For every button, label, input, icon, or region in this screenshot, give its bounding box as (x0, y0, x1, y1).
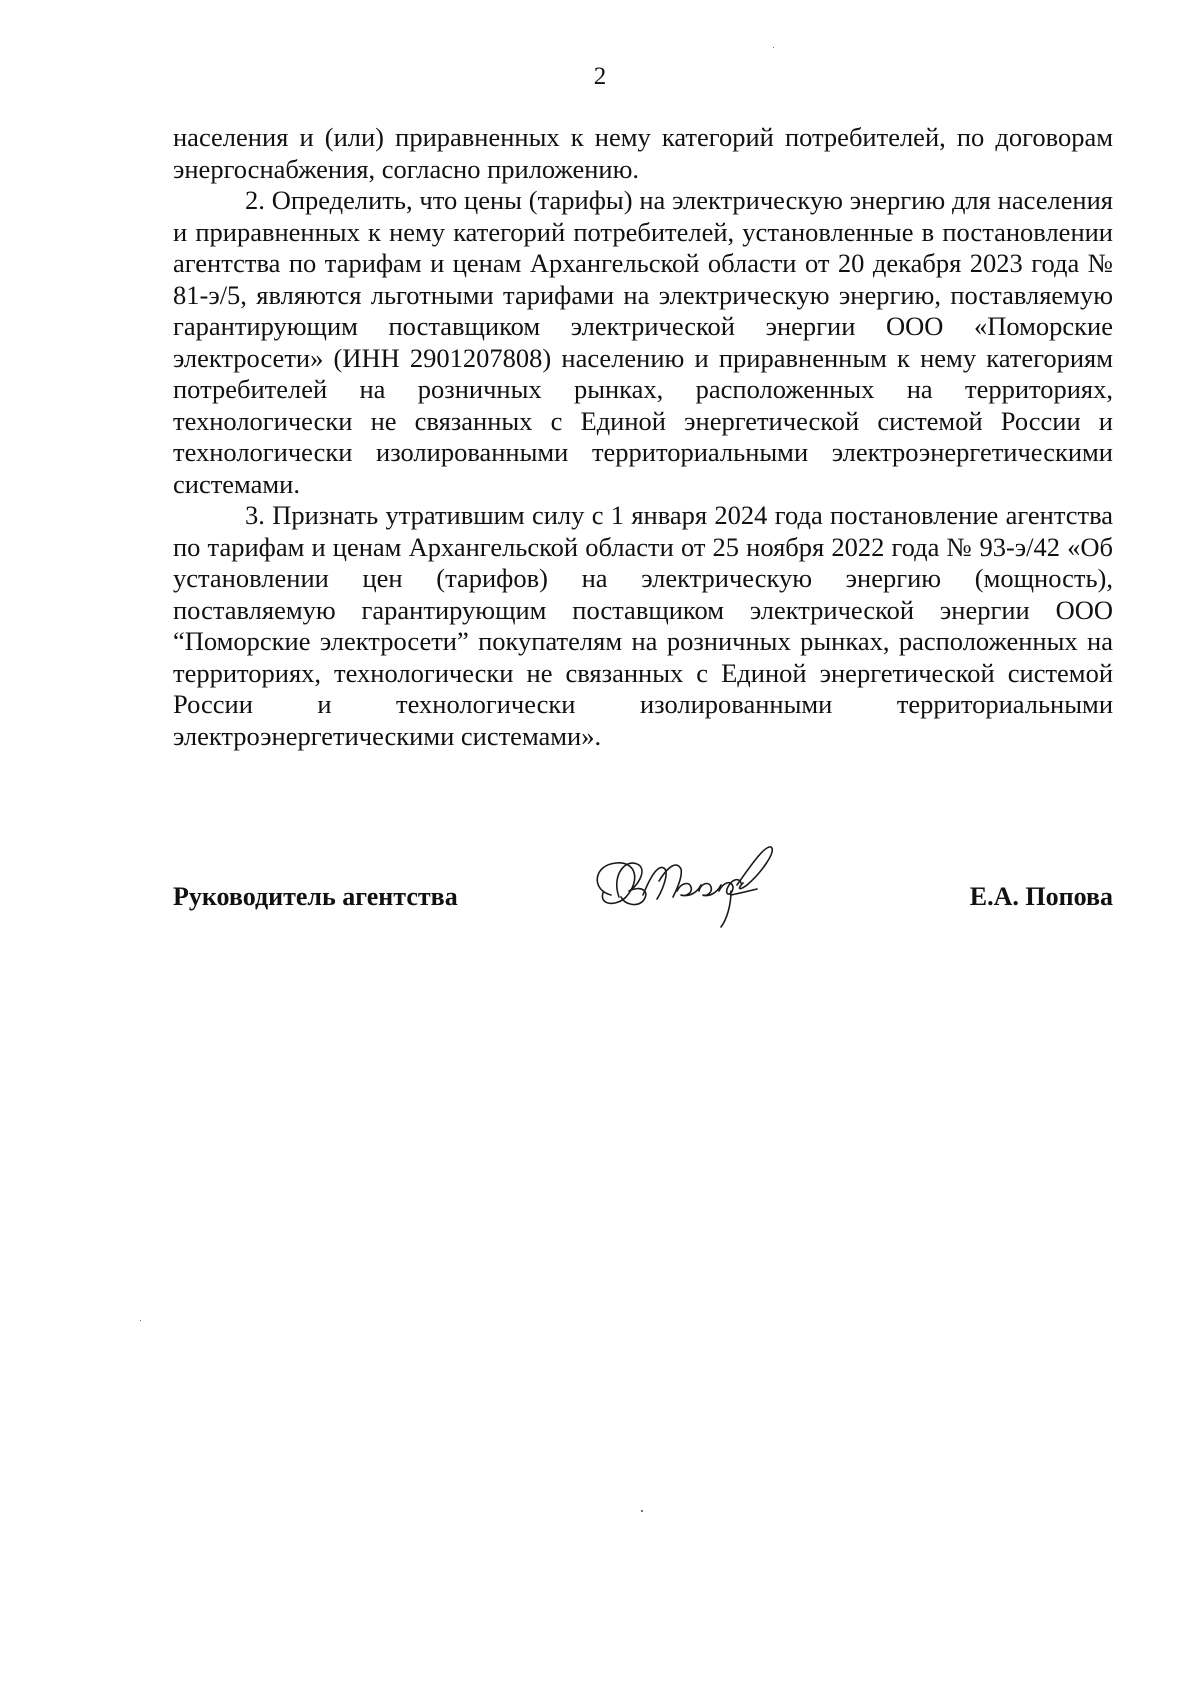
paragraph-continuation: населения и (или) приравненных к нему категорий потребителей, по договорам энергоснабжения, согласно приложению. (173, 122, 1113, 184)
paragraph-item-3: 3. Признать утратившим силу с 1 января 2024 года постановление агентства по тарифам и ценам Архангельской области от 25 ноября 2022 года № 93-э/42 «Об установлении цен (тарифов) на электрическую энергию (мощность), поставляемую гарантирующим поставщиком электрической энергии ООО “Поморские электросети” покупателям на розничных рынках, расположенных на территориях, технологически не связанных с Единой энергетической системой России и технологически изолированными территориальными электроэнергетическими системами». (173, 500, 1113, 751)
signature-block (173, 835, 1113, 915)
scan-speck (140, 1320, 141, 1321)
scan-speck (641, 1510, 643, 1512)
signatory-name: Е.А. Попова (969, 882, 1113, 911)
handwritten-signature (581, 835, 781, 935)
scan-speck (773, 47, 774, 48)
paragraph-item-2: 2. Определить, что цены (тарифы) на электрическую энергию для населения и приравненных к нему категорий потребителей, установленные в постановлении агентства по тарифам и ценам Архангельской области от 20 декабря 2023 года № 81-э/5, являются льготными тарифами на электрическую энергию, поставляемую гарантирующим поставщиком электрической энергии ООО «Поморские электросети» (ИНН 2901207808) населению и приравненным к нему категориям потребителей на розничных рынках, расположенных на территориях, технологически не связанных с Единой энергетической системой России и технологически изолированными территориальными электроэнергетическими системами. (173, 185, 1113, 499)
document-body (173, 122, 1113, 752)
page-number: 2 (593, 63, 607, 90)
signatory-position: Руководитель агентства (173, 882, 458, 911)
